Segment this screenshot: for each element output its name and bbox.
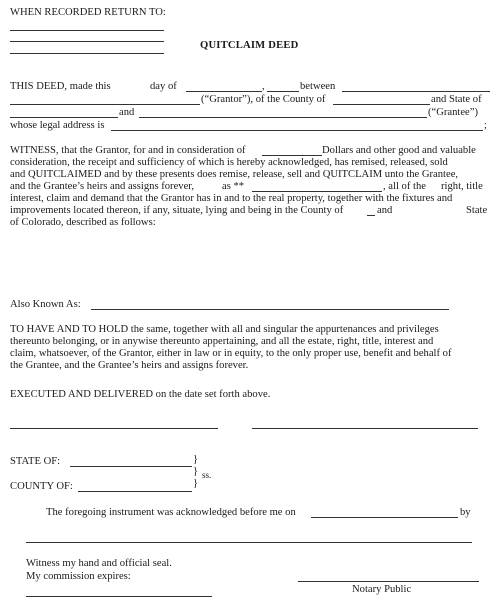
this-deed-text: THIS DEED, made this (10, 81, 111, 92)
between-text: between (300, 81, 336, 92)
conveyance-type-line (252, 191, 382, 192)
grantor-signature-line-1 (10, 428, 218, 429)
habendum-line-3: claim, whatsoever, of the Grantor, either in law or in equity, to the only proper use, benefit and behalf of (10, 348, 452, 359)
return-to-label: WHEN RECORDED RETURN TO: (10, 7, 166, 18)
witness-line-6c: State (466, 205, 488, 216)
witness-line-4b: as ** (222, 181, 245, 192)
legal-address-line (111, 130, 483, 131)
legal-address-text: whose legal address is (10, 120, 105, 131)
return-line-1 (10, 30, 164, 31)
witness-line-6b: and (377, 205, 393, 216)
year-line (267, 91, 299, 92)
brace-bottom: } (193, 478, 199, 489)
deed-title: QUITCLAIM DEED (200, 40, 299, 51)
also-known-as-label: Also Known As: (10, 299, 81, 310)
grantee-name-line (139, 117, 427, 118)
grantor-signature-line-2 (252, 428, 478, 429)
witness-line-4c: , all of the (383, 181, 426, 192)
property-county-line (367, 215, 375, 216)
witness-line-5: interest, claim and demand that the Grantor has in and to the real property, together with the fixtures and (10, 193, 453, 204)
grantor-name-line-2 (10, 104, 200, 105)
notary-signature-line (298, 581, 479, 582)
state-of-label: STATE OF: (10, 456, 61, 467)
witness-line-7: of Colorado, described as follows: (10, 217, 156, 228)
habendum-line-2: thereunto belonging, or in anywise thereunto appertaining, and all the estate, right, title, interest and (10, 336, 434, 347)
county-of-label: COUNTY OF: (10, 481, 73, 492)
witness-line-4a: and the Grantee’s heirs and assigns forever, (10, 181, 195, 192)
grantor-label: (“Grantor”), of the County of (201, 94, 326, 105)
also-known-as-line (91, 309, 449, 310)
grantor-name-line-1 (342, 91, 490, 92)
notary-public-label: Notary Public (352, 584, 412, 595)
semicolon-text: ; (484, 120, 487, 131)
acknowledgment-date-line (311, 517, 458, 518)
witness-line-1a: WITNESS, that the Grantor, for and in consideration of (10, 145, 246, 156)
ss-text: ss. (202, 470, 212, 480)
habendum-line-1: TO HAVE AND TO HOLD the same, together with all and singular the appurtenances and privileges (10, 324, 439, 335)
executed-text: EXECUTED AND DELIVERED on the date set forth above. (10, 389, 271, 400)
grantee-label: (“Grantee”) (428, 107, 478, 118)
by-text: by (460, 507, 471, 518)
comma-text: , (262, 81, 265, 92)
notary-state-line (70, 466, 192, 467)
witness-hand-text: Witness my hand and official seal. (26, 558, 172, 569)
brace-top: } (193, 454, 199, 465)
witness-line-1b: Dollars and other good and valuable (322, 145, 476, 156)
acknowledged-text: The foregoing instrument was acknowledged before me on (46, 507, 296, 518)
acknowledged-by-line (26, 542, 472, 543)
grantor-county-line (333, 104, 430, 105)
commission-expiry-line (26, 596, 212, 597)
brace-middle: } (193, 466, 199, 477)
witness-line-2: consideration, the receipt and sufficiency of which is hereby acknowledged, has remised, released, sold (10, 157, 448, 168)
state-of-text: and State of (431, 94, 482, 105)
commission-expires-text: My commission expires: (26, 571, 131, 582)
witness-line-6a: improvements located thereon, if any, situate, lying and being in the County of (10, 205, 344, 216)
and-text: and (119, 107, 135, 118)
notary-county-line (78, 491, 192, 492)
grantor-state-line (10, 117, 118, 118)
consideration-amount-line (262, 155, 322, 156)
return-line-2 (10, 41, 164, 42)
witness-line-3: and QUITCLAIMED and by these presents does remise, release, sell and QUITCLAIM unto the Grantee, (10, 169, 459, 180)
date-line (186, 91, 262, 92)
day-of-text: day of (150, 81, 177, 92)
habendum-line-4: the Grantee, and the Grantee’s heirs and assigns forever. (10, 360, 249, 371)
witness-line-4d: right, title (441, 181, 483, 192)
return-line-3 (10, 53, 164, 54)
